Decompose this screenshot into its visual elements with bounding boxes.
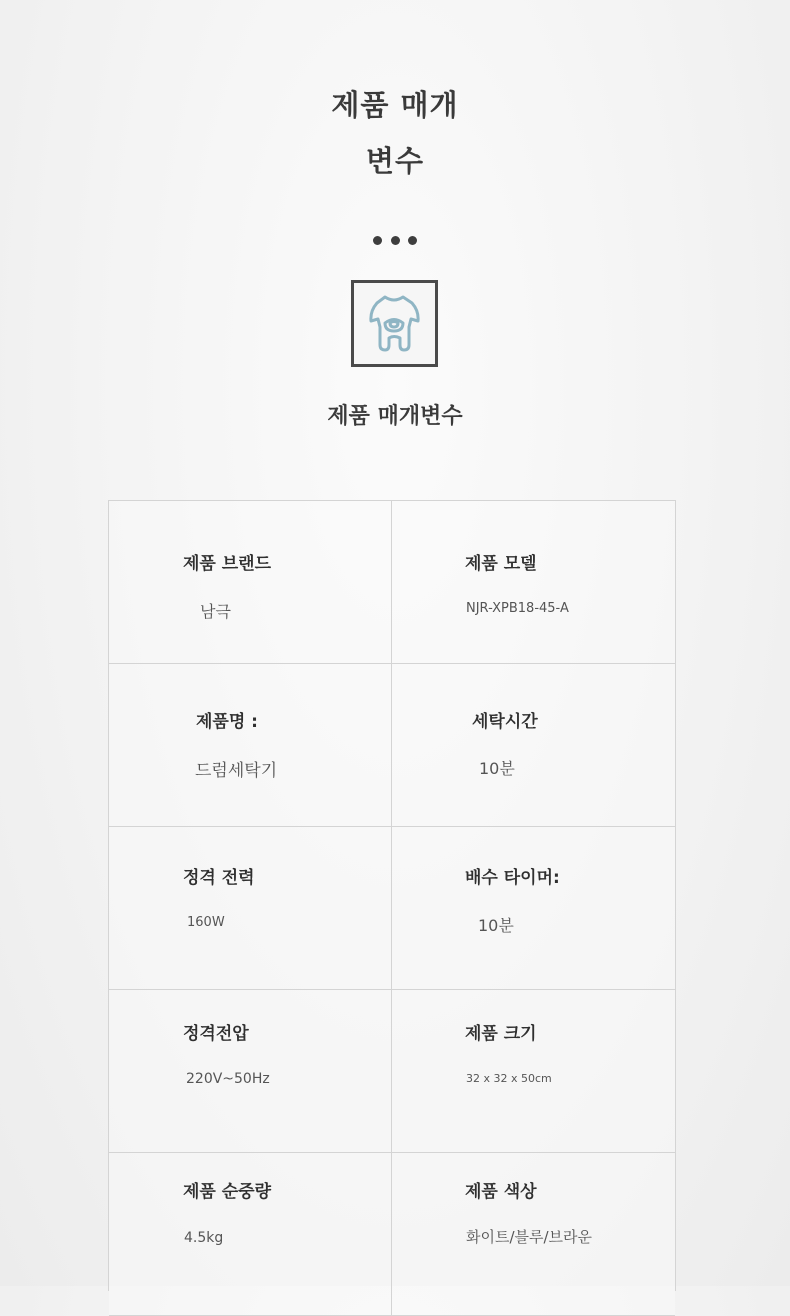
dot bbox=[373, 236, 382, 245]
page-title-line-2: 변수 bbox=[365, 144, 425, 178]
spec-value: 160W bbox=[187, 915, 225, 930]
spec-value: 남극 bbox=[200, 602, 231, 621]
spec-cell-color bbox=[392, 1153, 675, 1316]
spec-cell-rated-power bbox=[109, 827, 392, 990]
baby-romper-icon-frame bbox=[351, 280, 438, 367]
spec-value: 10분 bbox=[478, 916, 514, 935]
spec-value: 32 x 32 x 50cm bbox=[466, 1072, 552, 1085]
spec-cell-model bbox=[392, 501, 675, 664]
spec-cell-net-weight bbox=[109, 1153, 392, 1316]
baby-romper-icon bbox=[354, 283, 435, 364]
spec-value: 4.5kg bbox=[184, 1230, 224, 1246]
dot bbox=[408, 236, 417, 245]
spec-label: 제품 색상 bbox=[465, 1182, 537, 1202]
spec-value: 드럼세탁기 bbox=[195, 761, 278, 781]
spec-label: 정격 전력 bbox=[183, 868, 255, 888]
spec-label: 정격전압 bbox=[183, 1024, 249, 1044]
section-subtitle: 제품 매개변수 bbox=[327, 404, 463, 429]
spec-cell-product-name bbox=[109, 664, 392, 827]
spec-label: 제품 순중량 bbox=[183, 1182, 272, 1202]
spec-value: 220V~50Hz bbox=[186, 1071, 270, 1087]
spec-label: 제품 브랜드 bbox=[183, 554, 272, 574]
spec-label: 제품 크기 bbox=[465, 1024, 537, 1044]
spec-label: 세탁시간 bbox=[472, 712, 538, 732]
spec-value: NJR-XPB18-45-A bbox=[466, 601, 569, 616]
dot bbox=[391, 236, 400, 245]
spec-cell-drain-timer bbox=[392, 827, 675, 990]
spec-cell-brand bbox=[109, 501, 392, 664]
ellipsis-dots bbox=[373, 236, 417, 248]
page-title-line-1: 제품 매개 bbox=[331, 88, 459, 122]
spec-table bbox=[108, 500, 676, 1291]
spec-label: 제품 모델 bbox=[465, 554, 537, 574]
spec-cell-size bbox=[392, 990, 675, 1153]
spec-cell-wash-time bbox=[392, 664, 675, 827]
spec-cell-rated-voltage bbox=[109, 990, 392, 1153]
spec-label: 제품명 : bbox=[196, 712, 258, 732]
spec-value: 10분 bbox=[479, 759, 515, 778]
spec-value: 화이트/블루/브라운 bbox=[466, 1228, 593, 1246]
spec-label: 배수 타이머: bbox=[465, 868, 560, 888]
